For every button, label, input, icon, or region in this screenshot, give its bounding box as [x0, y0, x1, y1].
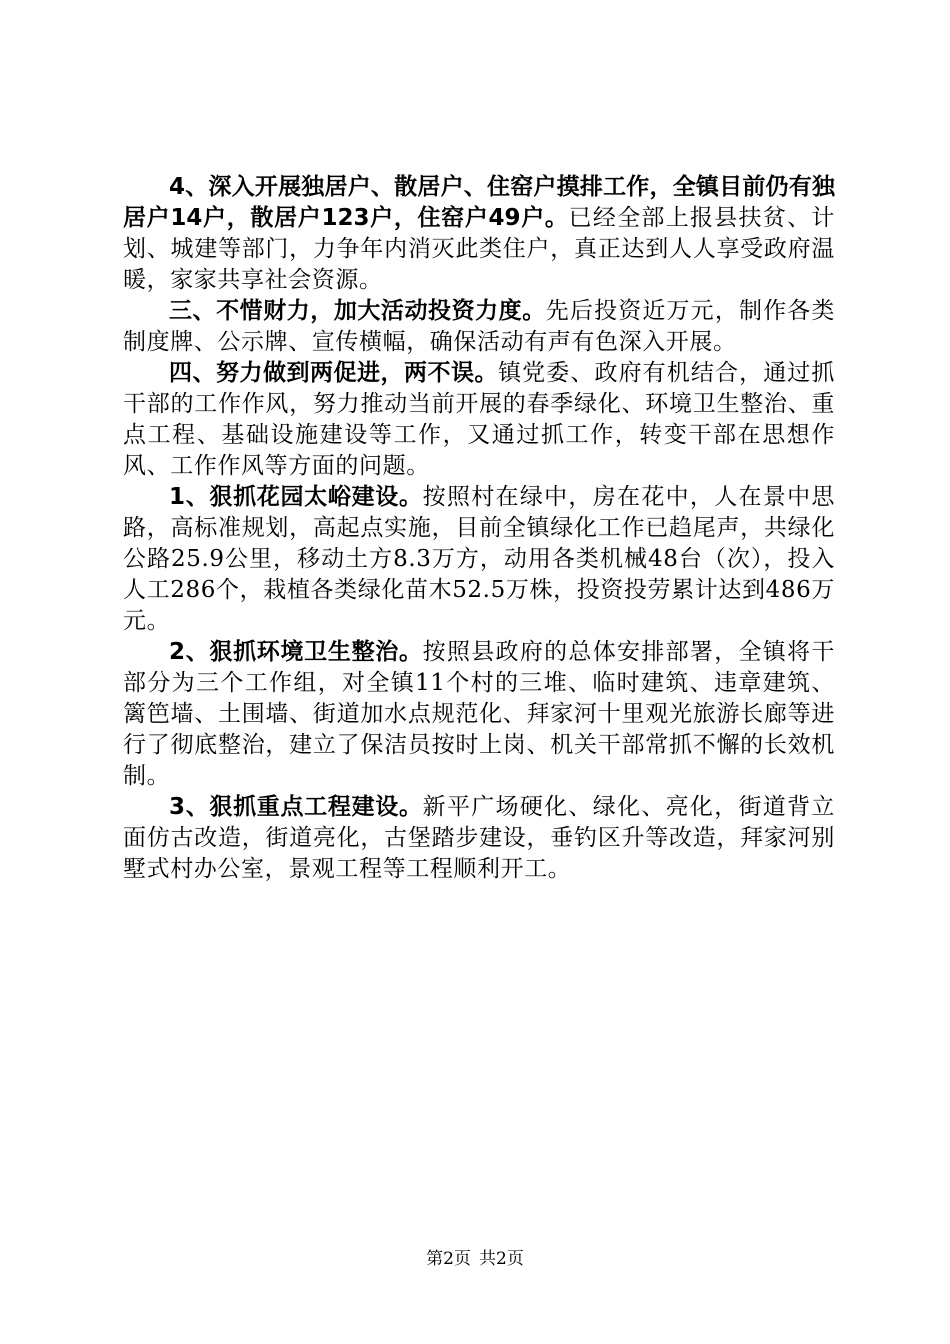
document-body	[123, 172, 835, 885]
paragraph-lead: 4、深入开展独居户、散居户、住窑户摸排工作，全镇目前仍有独居户14户，散居户123户，住窑户49户。	[123, 174, 835, 231]
paragraph-lead: 3、狠抓重点工程建设。	[169, 794, 423, 820]
paragraph-key-projects	[123, 792, 835, 885]
paragraph-lead: 三、不惜财力，加大活动投资力度。	[169, 298, 546, 324]
paragraph-text: 镇党委、政府有机结合，通过抓干部的工作作风，努力推动当前开展的春季绿化、环境卫生整治、重点工程、基础设施建设等工作，又通过抓工作，转变干部在思想作风、工作作风等方面的问题。	[123, 360, 836, 479]
paragraph-text: 按照县政府的总体安排部署，全镇将干部分为三个工作组，对全镇11个村的三堆、临时建筑、违章建筑、篱笆墙、土围墙、街道加水点规范化、拜家河十里观光旅游长廊等进行了彻底整治，建立了保洁员按时上岗、机关干部常抓不懈的长效机制。	[123, 639, 835, 789]
paragraph-text: 按照村在绿中，房在花中，人在景中思路，高标准规划，高起点实施，目前全镇绿化工作已趋尾声，共绿化公路25.9公里，移动土方8.3万方，动用各类机械48台（次），投入人工286个，栽植各类绿化苗木52.5万株，投资投劳累计达到486万元。	[123, 484, 835, 634]
paragraph-garden-construction	[123, 482, 835, 637]
paragraph-text: 先后投资近万元，制作各类制度牌、公示牌、宣传横幅，确保活动有声有色深入开展。	[123, 298, 836, 355]
paragraph-lead: 2、狠抓环境卫生整治。	[169, 639, 423, 665]
paragraph-text: 新平广场硬化、绿化、亮化，街道背立面仿古改造，街道亮化，古堡踏步建设，垂钓区升等改造，拜家河别墅式村办公室，景观工程等工程顺利开工。	[123, 794, 835, 882]
paragraph-investment	[123, 296, 835, 358]
page-footer	[0, 1244, 950, 1269]
paragraph-environment-sanitation	[123, 637, 835, 792]
page-total: 共2页	[479, 1249, 524, 1269]
paragraph-text: 已经全部上报县扶贫、计划、城建等部门，力争年内消灭此类住户，真正达到人人享受政府温暖，家家共享社会资源。	[123, 205, 835, 293]
paragraph-investigation	[123, 172, 835, 296]
paragraph-lead: 1、狠抓花园太峪建设。	[169, 484, 423, 510]
paragraph-lead: 四、努力做到两促进，两不误。	[169, 360, 499, 386]
page-number: 第2页	[426, 1249, 471, 1269]
paragraph-two-promotions	[123, 358, 835, 482]
